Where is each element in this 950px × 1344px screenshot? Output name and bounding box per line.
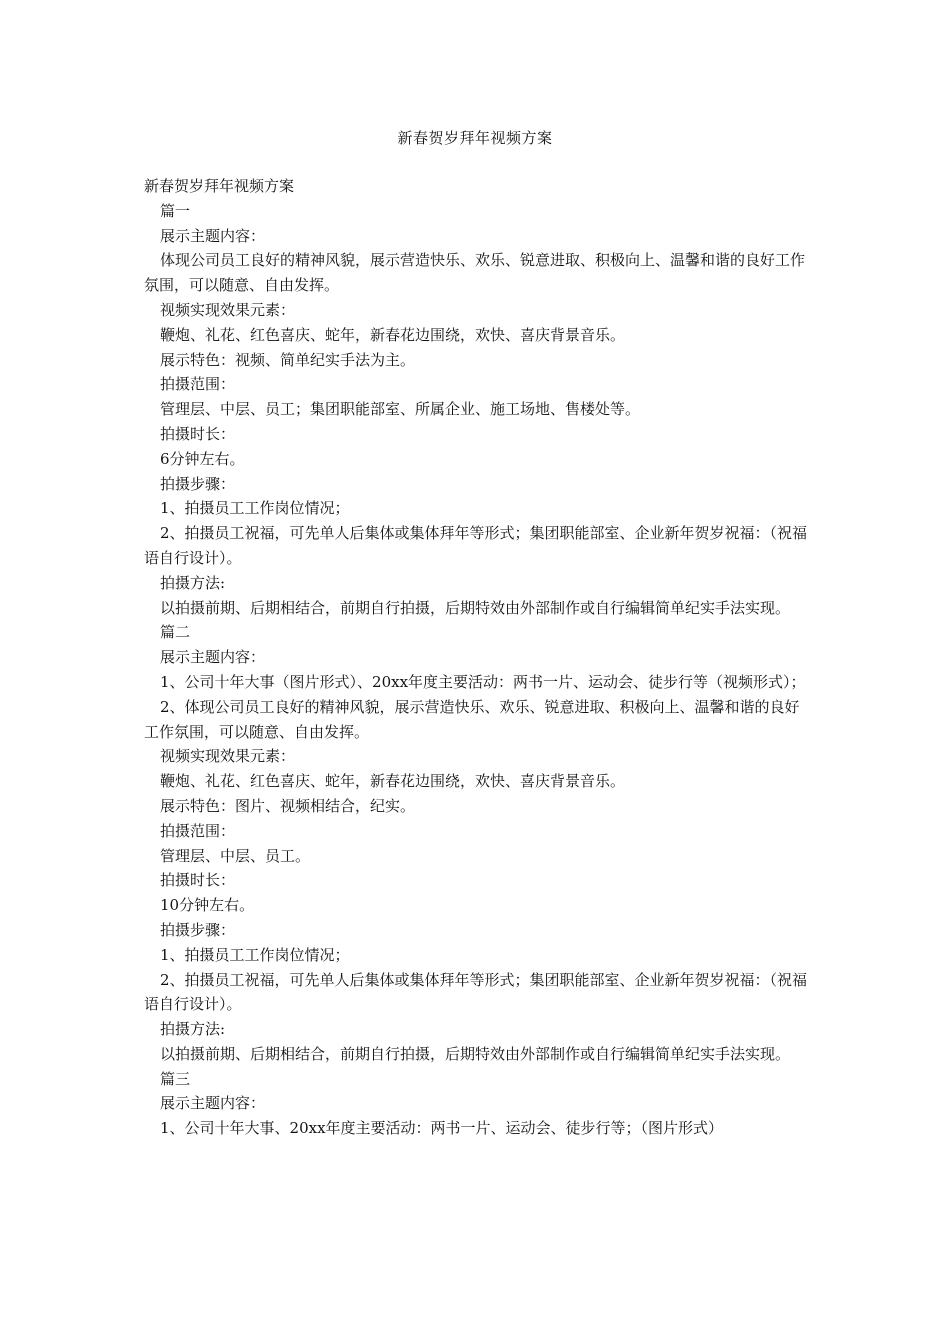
document-paragraph: 展示主题内容： xyxy=(160,1094,266,1113)
document-paragraph: 篇三 xyxy=(160,1069,191,1088)
document-paragraph: 视频实现效果元素： xyxy=(160,300,296,319)
document-paragraph: 6分钟左右。 xyxy=(160,449,245,468)
document-paragraph: 拍摄方法: xyxy=(160,573,226,592)
document-paragraph: 以拍摄前期、后期相结合，前期自行拍摄，后期特效由外部制作或自行编辑简单纪实手法实现。 xyxy=(160,598,791,617)
document-title: 新春贺岁拜年视频方案 xyxy=(397,129,553,147)
document-paragraph: 管理层、中层、员工；集团职能部室、所属企业、施工场地、售楼处等。 xyxy=(160,400,641,419)
document-paragraph: 鞭炮、礼花、红色喜庆、蛇年，新春花边围绕，欢快、喜庆背景音乐。 xyxy=(160,772,626,791)
document-paragraph: 1、拍摄员工工作岗位情况； xyxy=(160,499,350,518)
document-paragraph: 展示主题内容： xyxy=(160,226,266,245)
document-paragraph: 2、体现公司员工良好的精神风貌，展示营造快乐、欢乐、锐意进取、积极向上、温馨和谐的良好工作氛围，可以随意、自由发挥。 xyxy=(144,697,800,741)
document-paragraph: 10分钟左右。 xyxy=(160,896,255,915)
document-paragraph: 管理层、中层、员工。 xyxy=(160,846,311,865)
document-paragraph: 新春贺岁拜年视频方案 xyxy=(144,177,295,195)
document-paragraph: 展示特色：视频、简单纪实手法为主。 xyxy=(160,350,416,369)
document-paragraph: 拍摄步骤： xyxy=(160,474,236,493)
document-paragraph: 1、公司十年大事（图片形式）、20xx年度主要活动：两书一片、运动会、徒步行等（视频形式）； xyxy=(160,672,806,691)
document-paragraph: 篇一 xyxy=(160,201,191,220)
document-paragraph: 视频实现效果元素： xyxy=(160,747,296,766)
document-paragraph: 展示主题内容： xyxy=(160,648,266,667)
document-paragraph: 拍摄范围： xyxy=(160,375,236,394)
document-paragraph: 拍摄时长： xyxy=(160,424,236,443)
document-paragraph: 1、公司十年大事、20xx年度主要活动：两书一片、运动会、徒步行等；（图片形式） xyxy=(160,1119,724,1138)
document-paragraph: 拍摄时长： xyxy=(160,871,236,890)
document-paragraph: 2、拍摄员工祝福，可先单人后集体或集体拜年等形式；集团职能部室、企业新年贺岁祝福：（祝福语自行设计）。 xyxy=(144,970,808,1014)
document-paragraph: 展示特色：图片、视频相结合，纪实。 xyxy=(160,796,416,815)
document-paragraph: 拍摄范围： xyxy=(160,821,236,840)
document-paragraph: 鞭炮、礼花、红色喜庆、蛇年，新春花边围绕，欢快、喜庆背景音乐。 xyxy=(160,325,626,344)
document-paragraph: 体现公司员工良好的精神风貌，展示营造快乐、欢乐、锐意进取、积极向上、温馨和谐的良好工作氛围，可以随意、自由发挥。 xyxy=(144,251,806,295)
document-paragraph: 拍摄步骤： xyxy=(160,920,236,939)
document-body xyxy=(144,174,810,1141)
document-paragraph: 拍摄方法: xyxy=(160,1020,226,1039)
document-paragraph: 以拍摄前期、后期相结合，前期自行拍摄，后期特效由外部制作或自行编辑简单纪实手法实现。 xyxy=(160,1044,791,1063)
document-paragraph: 1、拍摄员工工作岗位情况； xyxy=(160,945,350,964)
document-paragraph: 2、拍摄员工祝福，可先单人后集体或集体拜年等形式；集团职能部室、企业新年贺岁祝福：（祝福语自行设计）。 xyxy=(144,524,808,567)
document-paragraph: 篇二 xyxy=(160,623,191,642)
